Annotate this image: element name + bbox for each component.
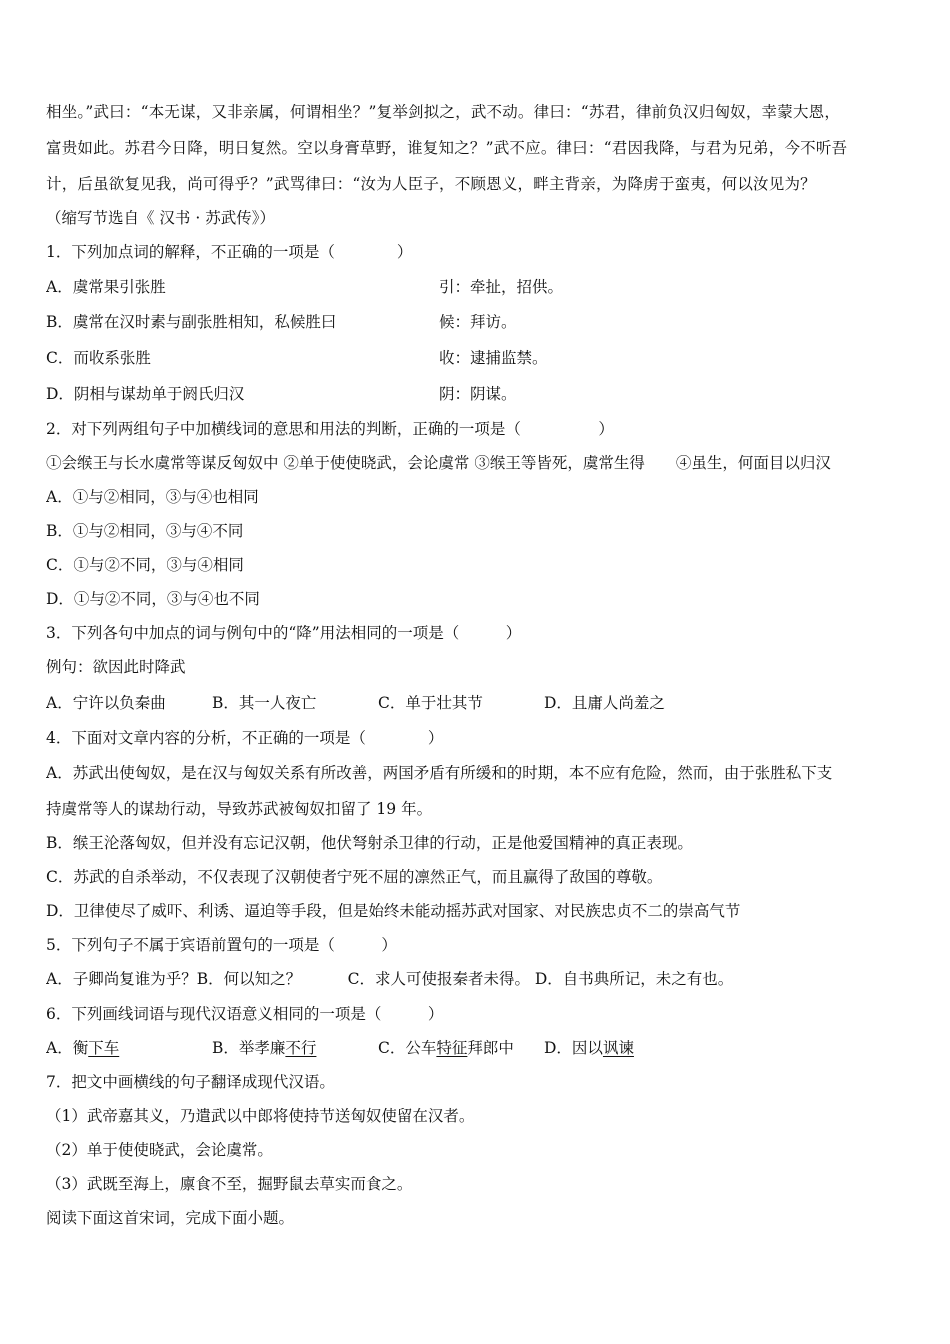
option-c: C．公车特征拜郎中	[378, 1039, 514, 1057]
question-4-option-a: A．苏武出使匈奴，是在汉与匈奴关系有所改善，两国矛盾有所缓和的时期，本不应有危险，然而，由于张胜私下支	[46, 764, 833, 782]
option-text: C．而收系张胜	[46, 349, 151, 367]
underlined-word: 下车	[88, 1039, 120, 1057]
question-6-stem: 6．下列画线词语与现代汉语意义相同的一项是（ ）	[46, 1005, 444, 1023]
option-text: D．阴相与谋劫单于阏氏归汉	[46, 385, 245, 403]
question-7-item-3: （3）武既至海上，廪食不至，掘野鼠去草实而食之。	[46, 1175, 413, 1193]
question-4-option-a-cont: 持虞常等人的谋劫行动，导致苏武被匈奴扣留了 19 年。	[46, 800, 433, 818]
question-1-option-a	[46, 276, 912, 298]
question-2-groups: ①会缑王与长水虞常等谋反匈奴中 ②单于使使晓武，会论虞常 ③缑王等皆死，虞常生得 ④虽生，何面目以归汉	[46, 454, 831, 472]
option-b: B．其一人夜亡	[212, 694, 317, 712]
question-1-option-d	[46, 383, 912, 405]
question-2-option-d: D．①与②不同，③与④也不同	[46, 590, 260, 608]
question-4-stem: 4．下面对文章内容的分析，不正确的一项是（ ）	[46, 729, 444, 747]
underlined-word: 不行	[285, 1039, 317, 1057]
option-d: D．且庸人尚羞之	[544, 694, 665, 712]
question-2-stem: 2．对下列两组句子中加横线词的意思和用法的判断，正确的一项是（ ）	[46, 420, 614, 438]
question-5-options: A．子卿尚复谁为乎？B．何以知之？ C．求人可使报秦者未得。 D．自书典所记，未之有也。	[46, 970, 734, 988]
closing-instruction: 阅读下面这首宋词，完成下面小题。	[46, 1209, 295, 1227]
question-7-item-1: （1）武帝嘉其义，乃遣武以中郎将使持节送匈奴使留在汉者。	[46, 1107, 475, 1125]
option-text: A．虞常果引张胜	[46, 278, 166, 296]
passage-line: 相坐。”武曰：“本无谋，又非亲属，何谓相坐？”复举剑拟之，武不动。律曰：“苏君，律前负汉归匈奴，幸蒙大恩，	[46, 103, 841, 121]
question-3-example: 例句：欲因此时降武	[46, 658, 186, 676]
option-gloss: 候：拜访。	[439, 313, 517, 331]
question-1-option-b	[46, 311, 912, 333]
option-gloss: 阴：阴谋。	[439, 385, 517, 403]
question-4-option-b: B．缑王沦落匈奴，但并没有忘记汉朝，他伏弩射杀卫律的行动，正是他爱国精神的真正表现。	[46, 834, 693, 852]
option-gloss: 引：牵扯，招供。	[439, 278, 564, 296]
question-3-stem: 3．下列各句中加点的词与例句中的“降”用法相同的一项是（ ）	[46, 624, 522, 642]
underlined-word: 讽谏	[602, 1039, 634, 1057]
passage-line: 富贵如此。苏君今日降，明日复然。空以身膏草野，谁复知之？”武不应。律曰：“君因我降，与君为兄弟，今不听吾	[46, 139, 848, 157]
question-3-options	[46, 692, 912, 714]
question-4-option-d: D．卫律使尽了威吓、利诱、逼迫等手段，但是始终未能动摇苏武对国家、对民族忠贞不二的崇高气节	[46, 902, 741, 920]
question-2-option-b: B．①与②相同，③与④不同	[46, 522, 244, 540]
question-7-stem: 7．把文中画横线的句子翻译成现代汉语。	[46, 1073, 335, 1091]
question-5-stem: 5．下列句子不属于宾语前置句的一项是（ ）	[46, 936, 397, 954]
option-d: D．因以讽谏	[544, 1039, 634, 1057]
question-7-item-2: （2）单于使使晓武，会论虞常。	[46, 1141, 273, 1159]
option-a: A．衡下车	[46, 1039, 120, 1057]
underlined-word: 特征	[436, 1039, 468, 1057]
question-1-stem: 1．下列加点词的解释，不正确的一项是（ ）	[46, 243, 413, 261]
option-c: C．单于壮其节	[378, 694, 483, 712]
passage-line: 计，后虽欲复见我，尚可得乎？”武骂律曰：“汝为人臣子，不顾恩义，畔主背亲，为降虏于蛮夷，何以汝见为？	[46, 175, 816, 193]
option-b: B．举孝廉不行	[212, 1039, 317, 1057]
question-6-options	[46, 1037, 912, 1059]
question-2-option-c: C．①与②不同，③与④相同	[46, 556, 244, 574]
option-a: A．宁许以负秦曲	[46, 694, 166, 712]
question-2-option-a: A．①与②相同，③与④也相同	[46, 488, 259, 506]
question-4-option-c: C．苏武的自杀举动，不仅表现了汉朝使者宁死不屈的凛然正气，而且赢得了敌国的尊敬。	[46, 868, 663, 886]
passage-source: （缩写节选自《 汉书 · 苏武传》）	[46, 209, 275, 227]
question-1-option-c	[46, 347, 912, 369]
option-gloss: 收：逮捕监禁。	[439, 349, 548, 367]
option-text: B．虞常在汉时素与副张胜相知，私候胜曰	[46, 313, 337, 331]
